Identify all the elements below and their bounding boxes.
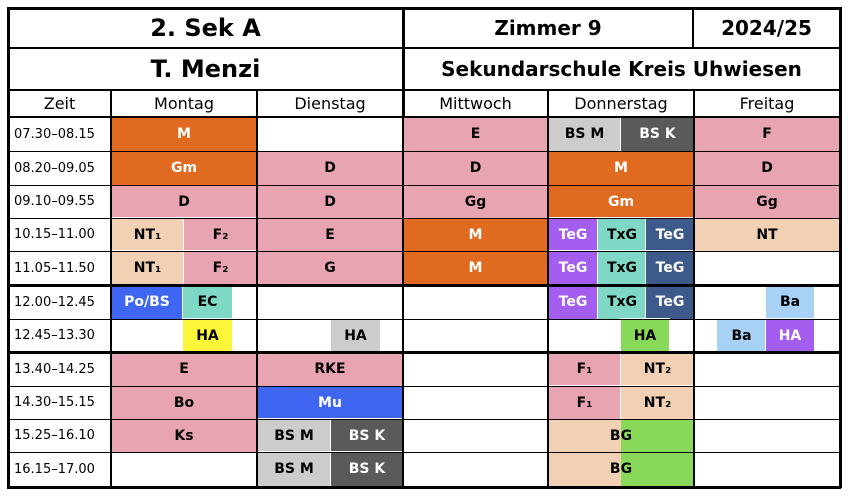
grid-line: [8, 151, 840, 152]
table-border: [7, 7, 10, 488]
lesson-block: HA: [621, 319, 669, 352]
grid-line: [8, 351, 840, 354]
grid-line: [8, 47, 840, 49]
lesson-block: E: [403, 117, 548, 151]
grid-line: [8, 319, 840, 320]
lesson-block: TxG: [598, 218, 646, 251]
lesson-block: TeG: [646, 218, 694, 251]
lesson-block-split: BG: [548, 452, 694, 486]
grid-line: [8, 251, 840, 252]
lesson-block: NT₂: [621, 386, 694, 419]
day-header-friday: Freitag: [739, 94, 795, 113]
lesson-block: D: [257, 185, 403, 218]
lesson-block: BS K: [331, 419, 403, 452]
lesson-block: NT₂: [621, 352, 694, 386]
lesson-block: HA: [331, 319, 380, 352]
grid-line: [8, 386, 840, 387]
lesson-block: TxG: [598, 285, 646, 319]
lesson-block: D: [111, 185, 257, 218]
lesson-block: Ba: [766, 285, 814, 319]
lesson-block: F₂: [184, 251, 257, 285]
grid-line: [402, 90, 404, 487]
time-slot-label: 13.40–14.25: [14, 361, 95, 377]
grid-line: [8, 116, 840, 118]
lesson-block: E: [257, 218, 403, 251]
lesson-block: RKE: [257, 352, 403, 386]
time-slot-label: 07.30–08.15: [14, 126, 95, 142]
grid-line: [8, 218, 840, 219]
lesson-block: M: [548, 151, 694, 185]
grid-line: [8, 284, 840, 287]
time-column-header: Zeit: [43, 94, 76, 113]
grid-line: [256, 90, 258, 487]
day-header-monday: Montag: [154, 94, 214, 113]
time-slot-label: 09.10–09.55: [14, 194, 95, 209]
teacher-name: T. Menzi: [150, 55, 261, 83]
lesson-block: TeG: [548, 285, 598, 319]
day-header-tuesday: Dienstag: [294, 94, 366, 113]
lesson-block: Ks: [111, 419, 257, 452]
lesson-block: M: [403, 251, 548, 285]
table-border: [7, 7, 841, 10]
lesson-block: BS M: [257, 452, 331, 486]
lesson-block: D: [403, 151, 548, 185]
table-border: [839, 7, 842, 488]
grid-line: [8, 89, 840, 91]
time-slot-label: 16.15–17.00: [14, 461, 95, 477]
grid-line: [8, 452, 840, 453]
time-slot-label: 08.20–09.05: [14, 160, 95, 176]
lesson-block: TeG: [548, 218, 598, 251]
class-name: 2. Sek A: [150, 14, 261, 42]
school-year: 2024/25: [721, 16, 812, 40]
grid-line: [8, 419, 840, 420]
lesson-block: BS M: [548, 117, 621, 151]
grid-line: [692, 8, 694, 49]
lesson-block-split: BG: [548, 419, 694, 452]
lesson-block: BS M: [257, 419, 331, 452]
lesson-block: G: [257, 251, 403, 285]
lesson-block: Gg: [403, 185, 548, 218]
lesson-block: TxG: [598, 251, 646, 285]
lesson-block: F₁: [548, 386, 621, 419]
time-slot-label: 11.05–11.50: [14, 260, 95, 276]
time-slot-label: 10.15–11.00: [14, 227, 95, 242]
day-header-thursday: Donnerstag: [574, 94, 668, 113]
time-slot-label: 12.00–12.45: [14, 294, 95, 310]
lesson-block: TeG: [646, 285, 694, 319]
time-slot-label: 12.45–13.30: [14, 328, 95, 343]
grid-line: [110, 90, 112, 487]
lesson-block: TeG: [646, 251, 694, 285]
lesson-block: Po/BS: [111, 285, 183, 319]
lesson-block: BS K: [621, 117, 694, 151]
lesson-block: Mu: [257, 386, 403, 419]
day-header-wednesday: Mittwoch: [439, 94, 512, 113]
time-slot-label: 15.25–16.10: [14, 428, 95, 443]
lesson-block: TeG: [548, 251, 598, 285]
grid-line: [547, 90, 549, 487]
lesson-block: Gg: [694, 185, 840, 218]
lesson-block: HA: [766, 319, 814, 352]
lesson-block: M: [111, 117, 257, 151]
grid-line: [8, 185, 840, 186]
school-name: Sekundarschule Kreis Uhwiesen: [441, 57, 802, 81]
lesson-block: D: [257, 151, 403, 185]
lesson-block: Bo: [111, 386, 257, 419]
lesson-block: F₁: [548, 352, 621, 386]
lesson-block: NT₁: [111, 251, 184, 285]
lesson-block: Gm: [548, 185, 694, 218]
lesson-block: D: [694, 151, 840, 185]
lesson-block: F: [694, 117, 840, 151]
lesson-block: NT₁: [111, 218, 184, 251]
lesson-block: BS K: [331, 452, 403, 486]
table-border: [7, 486, 841, 489]
lesson-block: NT: [694, 218, 840, 251]
lesson-block: HA: [183, 319, 232, 352]
lesson-block: EC: [183, 285, 232, 319]
time-slot-label: 14.30–15.15: [14, 395, 95, 410]
lesson-block: Ba: [717, 319, 766, 352]
lesson-block: M: [403, 218, 548, 251]
lesson-block: Gm: [111, 151, 257, 185]
room-label: Zimmer 9: [494, 16, 602, 40]
lesson-block: F₂: [184, 218, 257, 251]
grid-line: [693, 90, 695, 487]
lesson-block: E: [111, 352, 257, 386]
